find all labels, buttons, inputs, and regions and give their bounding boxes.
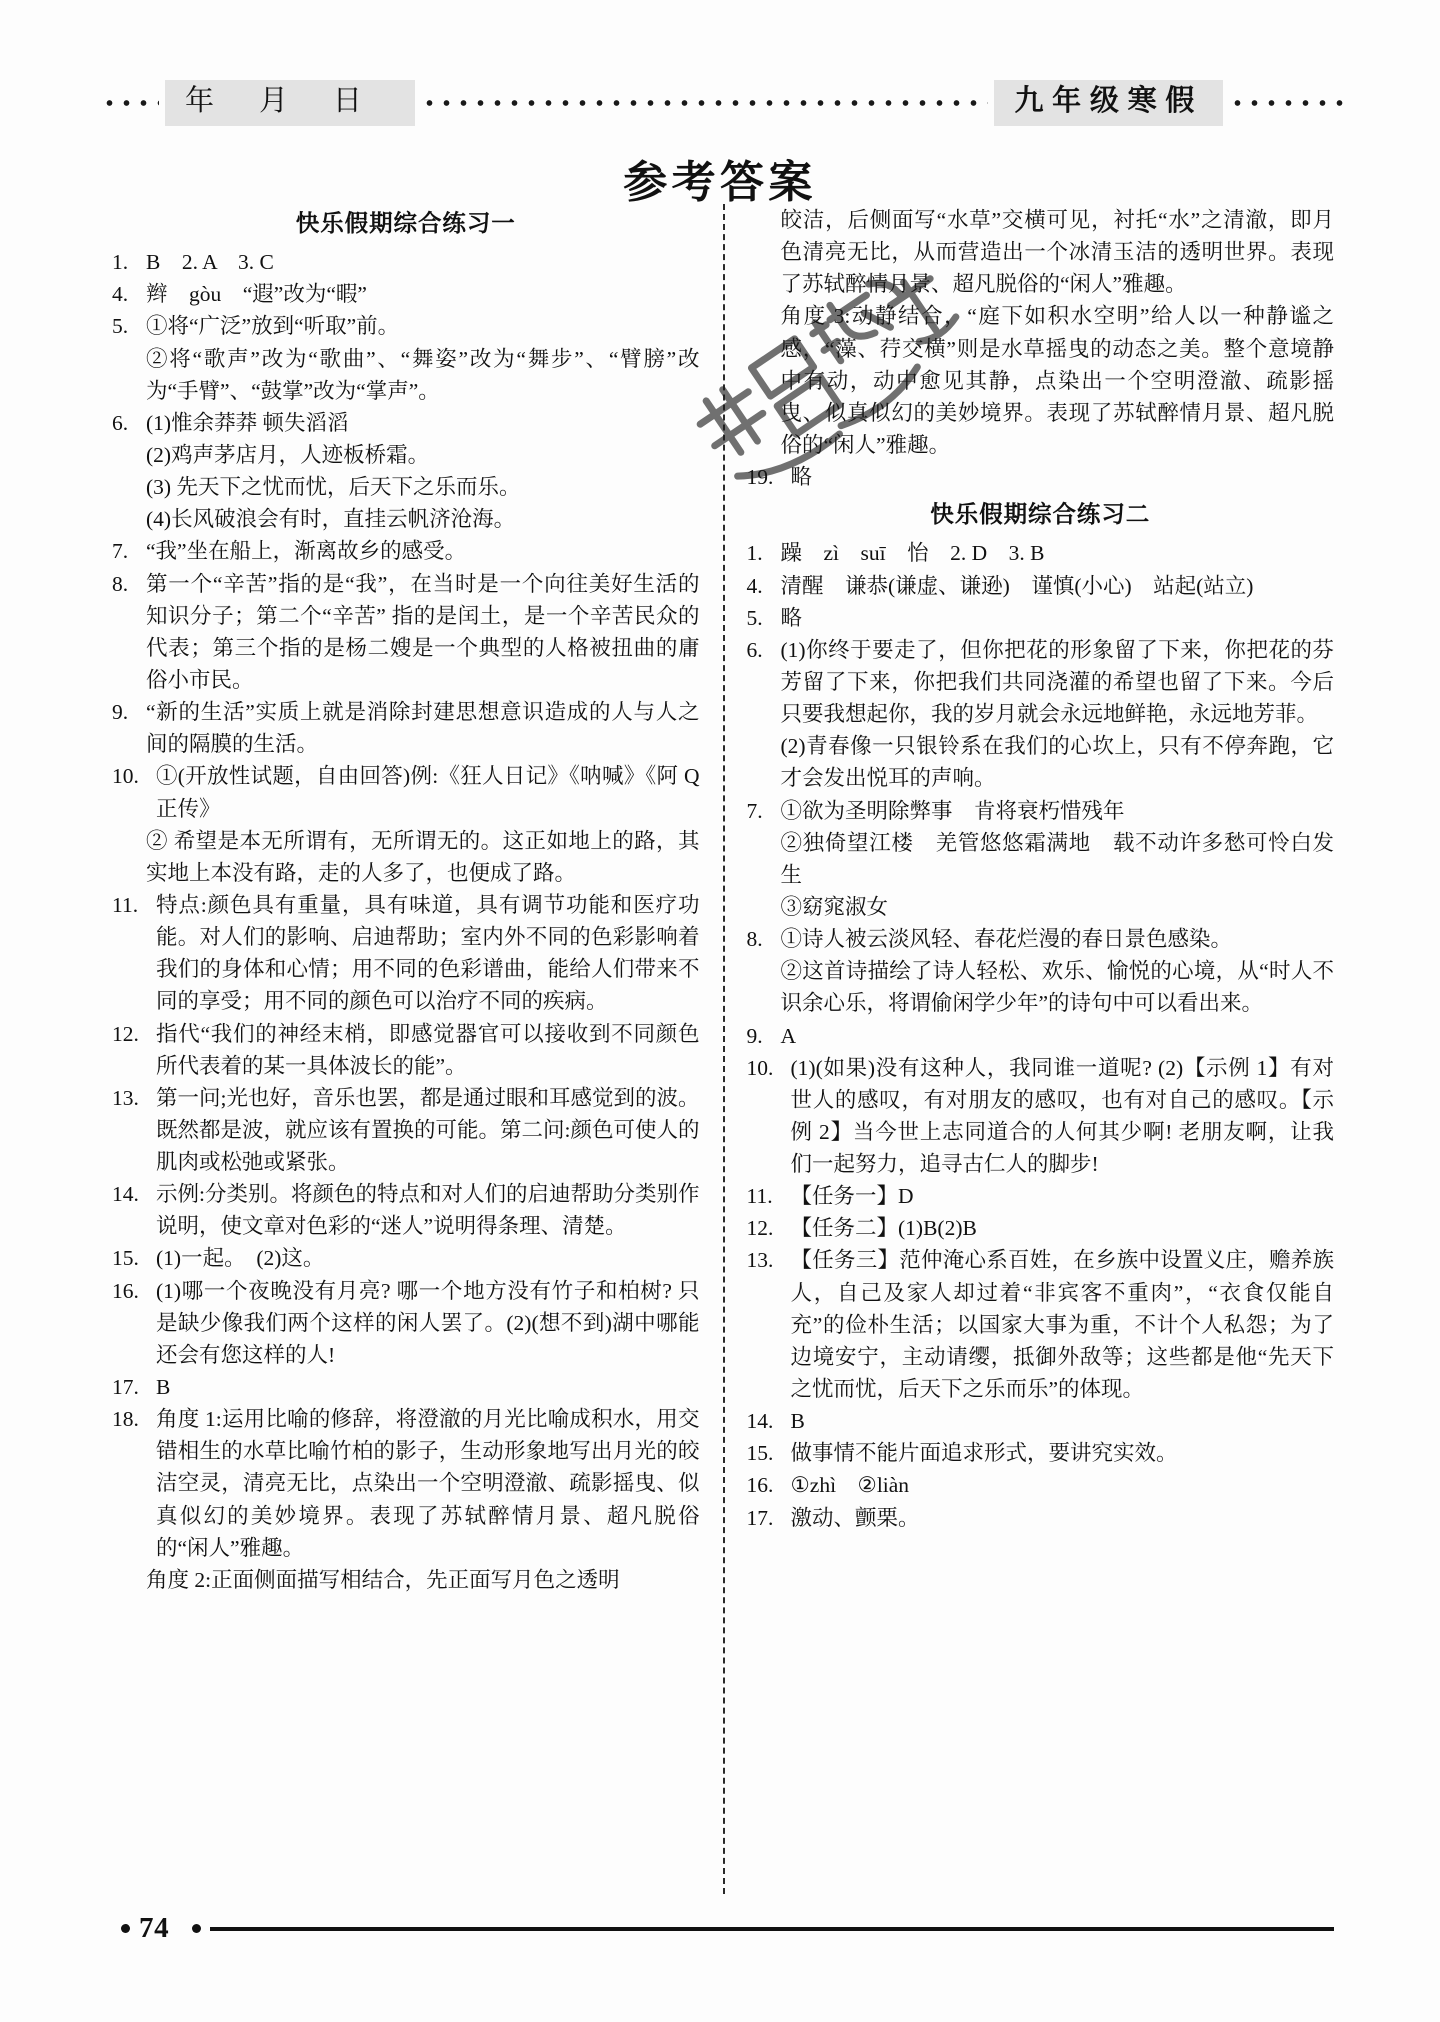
answer-number: 15. bbox=[746, 1441, 774, 1466]
footer-rule bbox=[210, 1927, 1334, 1931]
answer-subtext: ②将“歌声”改为“歌曲”、“舞姿”改为“舞步”、“臂膀”改为“手臂”、“鼓掌”改为“掌声”。 bbox=[146, 346, 700, 403]
answer-number: 9. bbox=[746, 1023, 763, 1048]
answer-number: 10. bbox=[746, 1055, 774, 1080]
answer-text: 第一个“辛苦”指的是“我”，在当时是一个向往美好生活的知识分子；第二个“辛苦” 指的是闰土，是一个辛苦民众的代表；第三个指的是杨二嫂是一个典型的人格被扭曲的庸俗小市民。 bbox=[146, 571, 700, 692]
answer-item bbox=[112, 246, 700, 278]
answer-item bbox=[747, 461, 1335, 493]
answer-item bbox=[112, 889, 700, 1018]
header-dot-leader-left bbox=[101, 99, 159, 107]
answer-subtext: ②独倚望江楼 羌管悠悠霜满地 载不动许多愁可怜白发生 bbox=[780, 830, 1334, 887]
answer-text: B bbox=[790, 1409, 805, 1434]
page-title: 参考答案 bbox=[623, 158, 817, 207]
section-title-exercise-one: 快乐假期综合练习一 bbox=[295, 210, 516, 236]
answer-number: 14. bbox=[112, 1182, 139, 1207]
answer-text: 略 bbox=[780, 605, 803, 630]
answer-text: 特点:颜色具有重量，具有味道，具有调节功能和医疗功能。对人们的影响、启迪帮助；室内外不同的色彩影响着我们的身体和心情；用不同的色彩谱曲，能给人们带来不同的享受；用不同的颜色可以治疗不同的疾病。 bbox=[156, 892, 700, 1014]
section-title-exercise-two: 快乐假期综合练习二 bbox=[930, 501, 1151, 528]
header-dot-leader-middle bbox=[421, 99, 989, 107]
answer-text: 指代“我们的神经末梢，即感觉器官可以接收到不同颜色所代表着的某一具体波长的能”。 bbox=[156, 1021, 700, 1078]
answer-subtext: 角度 2:正面侧面描写相结合，先正面写月色之透明 bbox=[146, 1567, 620, 1592]
header-dot-leader-right bbox=[1229, 99, 1344, 107]
answer-item bbox=[112, 278, 700, 310]
answer-number: 19. bbox=[746, 465, 774, 490]
answer-number: 5. bbox=[746, 605, 763, 630]
answer-item bbox=[747, 1212, 1335, 1244]
answer-text: 激动、颤栗。 bbox=[790, 1505, 920, 1530]
answer-text: 辫 gòu “遐”改为“暇” bbox=[146, 282, 367, 307]
answer-number: 10. bbox=[112, 764, 139, 789]
answer-text: “新的生活”实质上就是消除封建思想意识造成的人与人之间的隔膜的生活。 bbox=[146, 700, 700, 757]
answer-number: 5. bbox=[112, 314, 129, 339]
answer-text: ①欲为圣明除弊事 肯将衰朽惜残年 bbox=[780, 798, 1125, 823]
answer-subtext: (4)长风破浪会有时，直挂云帆济沧海。 bbox=[146, 507, 516, 532]
answer-item bbox=[747, 923, 1335, 955]
answer-item bbox=[747, 1437, 1335, 1469]
answer-item bbox=[112, 760, 700, 824]
answer-number: 12. bbox=[746, 1216, 774, 1241]
answer-subtext: (3) 先天下之忧而忧，后天下之乐而乐。 bbox=[146, 475, 521, 500]
answer-number: 6. bbox=[746, 637, 763, 662]
answer-number: 14. bbox=[746, 1409, 774, 1434]
answer-number: 9. bbox=[112, 700, 129, 725]
header-date-label: 年 月 日 bbox=[165, 80, 415, 126]
answer-text: ①将“广泛”放到“听取”前。 bbox=[146, 314, 400, 339]
answer-columns bbox=[112, 204, 1334, 1894]
answer-item bbox=[747, 1244, 1335, 1405]
answer-item bbox=[112, 407, 700, 439]
answer-item bbox=[112, 1371, 700, 1403]
answer-number: 17. bbox=[746, 1505, 774, 1530]
answer-number: 8. bbox=[746, 927, 763, 952]
answer-number: 15. bbox=[112, 1246, 139, 1271]
answer-text: (1)一起。 (2)这。 bbox=[156, 1246, 325, 1271]
footer-bullet-right bbox=[192, 1924, 201, 1933]
answer-item bbox=[112, 1242, 700, 1274]
answer-text: 清醒 谦恭(谦虚、谦逊) 谨慎(小心) 站起(站立) bbox=[780, 573, 1254, 598]
answer-subtext: ② 希望是本无所谓有，无所谓无的。这正如地上的路，其实地上本没有路，走的人多了，也便成了路。 bbox=[146, 828, 700, 885]
answer-number: 11. bbox=[112, 892, 139, 917]
left-column-answer-list bbox=[112, 246, 700, 1596]
right-column-continuation-list bbox=[747, 204, 1335, 493]
answer-item bbox=[112, 1082, 700, 1178]
answer-text: A bbox=[780, 1023, 797, 1048]
answer-number: 11. bbox=[746, 1184, 773, 1209]
answer-text: 【任务二】(1)B(2)B bbox=[790, 1216, 977, 1241]
left-column bbox=[112, 204, 700, 1894]
page-number: 74 bbox=[139, 1912, 170, 1944]
answer-number: 12. bbox=[112, 1021, 139, 1046]
answer-number: 17. bbox=[112, 1375, 139, 1400]
answer-item bbox=[747, 1502, 1335, 1534]
answer-item bbox=[747, 1469, 1335, 1501]
answer-number: 8. bbox=[112, 571, 129, 596]
page-footer bbox=[0, 1912, 1440, 1948]
answer-text: 【任务三】范仲淹心系百姓，在乡族中设置义庄，赡养族人，自己及家人却过着“非宾客不重肉”，“衣食仅能自充”的俭朴生活；以国家大事为重，不计个人私怨；为了边境安宁，主动请缨，抵御外敌等；这些都是他“先天下之忧而忧，后天下之乐而乐”的体现。 bbox=[790, 1248, 1334, 1402]
answer-item bbox=[747, 1180, 1335, 1212]
answer-number: 13. bbox=[746, 1248, 774, 1273]
answer-item bbox=[112, 1178, 700, 1242]
answer-item bbox=[112, 535, 700, 567]
answer-item bbox=[747, 1405, 1335, 1437]
answer-subtext: ③窈窕淑女 bbox=[780, 894, 889, 919]
right-column bbox=[747, 204, 1335, 1894]
answer-text: 第一问;光也好，音乐也罢，都是通过眼和耳感觉到的波。既然都是波，就应该有置换的可能。第二问:颜色可使人的肌肉或松弛或紧张。 bbox=[156, 1085, 700, 1175]
answer-item bbox=[747, 602, 1335, 634]
answer-text: 做事情不能片面追求形式，要讲究实效。 bbox=[790, 1441, 1178, 1466]
answer-number: 6. bbox=[112, 410, 129, 435]
answer-item bbox=[747, 634, 1335, 730]
footer-bullet-left bbox=[121, 1924, 130, 1933]
answer-text: B 2. A 3. C bbox=[146, 250, 274, 275]
answer-item bbox=[747, 795, 1335, 827]
answer-number: 13. bbox=[112, 1085, 139, 1110]
answer-text: (1)(如果)没有这种人，我同谁一道呢? (2)【示例 1】有对世人的感叹，有对朋友的感叹，也有对自己的感叹。【示例 2】当今世上志同道合的人何其少啊! 老朋友啊，让我们一起努力，追寻古仁人的脚步! bbox=[790, 1055, 1334, 1177]
answer-item bbox=[112, 310, 700, 342]
right-column-answer-list bbox=[747, 537, 1335, 1533]
answer-text: ①zhì ②liàn bbox=[790, 1473, 910, 1498]
answer-text: ①诗人被云淡风轻、春花烂漫的春日景色感染。 bbox=[780, 927, 1233, 952]
answer-text: 躁 zì suī 怡 2. D 3. B bbox=[780, 541, 1045, 566]
answer-item bbox=[747, 570, 1335, 602]
answer-subtext: 皎洁，后侧面写“水草”交横可见，衬托“水”之清澈，即月色清亮无比，从而营造出一个冰清玉洁的透明世界。表现了苏轼醉情月景、超凡脱俗的“闲人”雅趣。 bbox=[780, 208, 1334, 297]
answer-subtext: (2)鸡声茅店月，人迹板桥霜。 bbox=[146, 442, 430, 467]
answer-text: ①(开放性试题，自由回答)例:《狂人日记》《呐喊》《阿 Q 正传》 bbox=[156, 764, 700, 821]
answer-text: 【任务一】D bbox=[790, 1184, 914, 1209]
column-divider bbox=[723, 204, 725, 1894]
answer-text: (1)哪一个夜晚没有月亮? 哪一个地方没有竹子和柏树? 只是缺少像我们两个这样的闲人罢了。(2)(想不到)湖中哪能还会有您这样的人! bbox=[156, 1278, 700, 1367]
answer-item bbox=[112, 1403, 700, 1564]
answer-item bbox=[112, 696, 700, 760]
answer-text: B bbox=[156, 1375, 171, 1400]
answer-subtext: ②这首诗描绘了诗人轻松、欢乐、愉悦的心境，从“时人不识余心乐，将谓偷闲学少年”的诗句中可以看出来。 bbox=[780, 959, 1334, 1016]
answer-number: 16. bbox=[112, 1278, 139, 1303]
answer-item bbox=[112, 1018, 700, 1082]
answer-number: 4. bbox=[112, 282, 129, 307]
answer-number: 7. bbox=[746, 798, 763, 823]
answer-text: 角度 1:运用比喻的修辞，将澄澈的月光比喻成积水，用交错相生的水草比喻竹柏的影子，生动形象地写出月光的皎洁空灵，清亮无比，点染出一个空明澄澈、疏影摇曳、似真似幻的美妙境界。表现了苏轼醉情月景、超凡脱俗的“闲人”雅趣。 bbox=[156, 1407, 700, 1560]
header-book-label: 九年级寒假 bbox=[994, 80, 1223, 126]
answer-item bbox=[112, 1275, 700, 1371]
answer-number: 4. bbox=[746, 573, 763, 598]
answer-number: 1. bbox=[112, 250, 129, 275]
answer-text: (1)惟余莽莽 顿失滔滔 bbox=[146, 410, 349, 435]
answer-number: 7. bbox=[112, 539, 129, 564]
answer-text: (1)你终于要走了，但你把花的形象留了下来，你把花的芬芳留了下来，你把我们共同浇灌的希望也留了下来。今后只要我想起你，我的岁月就会永远地鲜艳，永远地芳菲。 bbox=[780, 637, 1334, 727]
answer-text: 略 bbox=[790, 465, 813, 490]
answer-item bbox=[112, 568, 700, 697]
answer-number: 16. bbox=[746, 1473, 774, 1498]
answer-subtext: (2)青春像一只银铃系在我们的心坎上，只有不停奔跑，它才会发出悦耳的声响。 bbox=[780, 734, 1334, 791]
answer-subtext: 角度 3:动静结合，“庭下如积水空明”给人以一种静谧之感，“藻、荇交横”则是水草摇曳的动态之美。整个意境静中有动，动中愈见其静，点染出一个空明澄澈、疏影摇曳、似真似幻的美妙境界。表现了苏轼醉情月景、超凡脱俗的“闲人”雅趣。 bbox=[780, 304, 1334, 457]
answer-text: “我”坐在船上，渐离故乡的感受。 bbox=[146, 539, 467, 564]
answer-number: 18. bbox=[112, 1407, 139, 1432]
running-header bbox=[95, 80, 1350, 126]
answer-item bbox=[747, 1052, 1335, 1181]
answer-text: 示例:分类别。将颜色的特点和对人们的启迪帮助分类别作说明，使文章对色彩的“迷人”说明得条理、清楚。 bbox=[156, 1182, 700, 1239]
answer-number: 1. bbox=[746, 541, 763, 566]
answer-item bbox=[747, 537, 1335, 569]
answer-item bbox=[747, 1020, 1335, 1052]
